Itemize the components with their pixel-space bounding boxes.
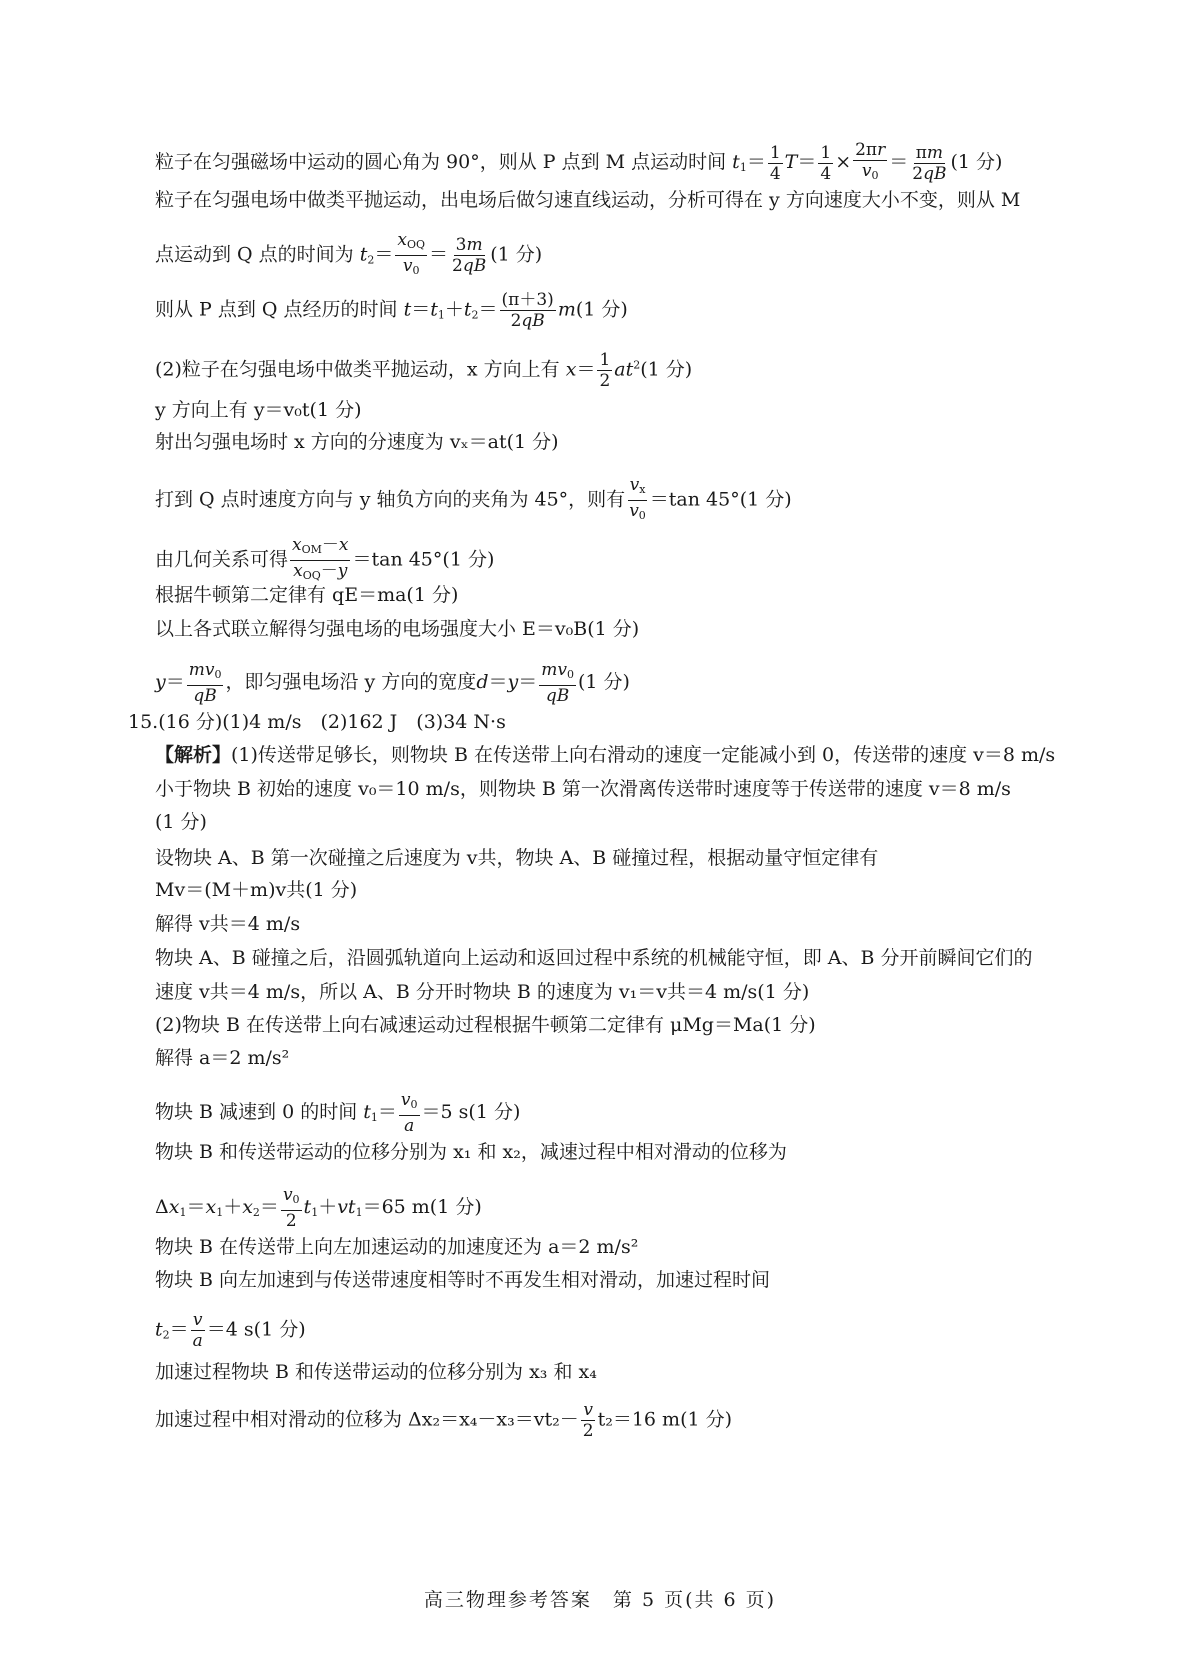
line-angle-45: 打到 Q 点时速度方向与 y 轴负方向的夹角为 45°，则有 $\frac{v_x}{v_0}$ ＝tan 45°(1 分) [155,475,792,522]
line-field-strength: 以上各式联立解得匀强电场的电场强度大小 E＝v₀B(1 分) [155,618,640,640]
line-newton: 根据牛顿第二定律有 qE＝ma(1 分) [155,584,459,606]
analysis-line-6: 解得 v共＝4 m/s [155,913,301,935]
analysis-line-2: 小于物块 B 初始的速度 v₀＝10 m/s，则物块 B 第一次滑离传送带时速度等于传送带的速度 v＝8 m/s [155,778,1011,800]
analysis-line-14: 物块 B 在传送带上向左加速运动的加速度还为 a＝2 m/s² [155,1236,639,1258]
line-geometry: 由几何关系可得 $\frac{x_{OM}-x}{x_{OQ}-y}$ ＝tan 45°(1 分) [155,535,495,582]
line-width-d: y＝ $\frac{mv_0}{qB}$ ，即匀强电场沿 y 方向的宽度d＝y＝ $\frac{mv_0}{qB}$ (1 分) [155,660,630,706]
analysis-line-15: 物块 B 向左加速到与传送带速度相等时不再发生相对滑动，加速过程时间 [155,1269,771,1291]
line-total-time: 则从 P 点到 Q 点经历的时间 $t=t_1+t_2=$ $\frac{(\pi+3)}{2qB}$ m(1 分) [155,290,628,331]
line-y-direction: y 方向上有 y＝v₀t(1 分) [155,399,362,421]
analysis-line-13: $\Delta x_1=x_1+x_2=$ $\frac{v_0}{2}$ $t_1+vt_1=65$ m(1 分) [155,1185,482,1231]
analysis-line-10: 解得 a＝2 m/s² [155,1047,290,1069]
line-x-direction: (2)粒子在匀强电场中做类平抛运动，x 方向上有 x＝ $\frac{1}{2}$ $at^2(1$ 分) [155,350,693,391]
question-15-answer: 15.(16 分)(1)4 m/s (2)162 J (3)34 N·s [128,711,506,733]
analysis-line-9: (2)物块 B 在传送带上向右减速运动过程根据牛顿第二定律有 μMg＝Ma(1 分) [155,1014,816,1036]
analysis-line-4: 设物块 A、B 第一次碰撞之后速度为 v共，物块 A、B 碰撞过程，根据动量守恒定律有 [155,847,879,869]
analysis-line-7: 物块 A、B 碰撞之后，沿圆弧轨道向上运动和返回过程中系统的机械能守恒，即 A、B 分开前瞬间它们的 [155,947,1033,969]
line-time-t2: 点运动到 Q 点的时间为 $t_2=$ $\frac{x_{OQ}}{v_0}$ ＝ $\frac{3m}{2qB}$ (1 分) [155,230,543,277]
line-vx: 射出匀强电场时 x 方向的分速度为 vₓ＝at(1 分) [155,431,559,453]
analysis-line-16: $t_2=$ $\frac{v}{a}$ ＝4 s(1 分) [155,1310,306,1351]
analysis-line-1: 【解析】(1)传送带足够长，则物块 B 在传送带上向右滑动的速度一定能减小到 0，传送带的速度 v＝8 m/s [155,744,1056,766]
line-circle-angle: 粒子在匀强磁场中运动的圆心角为 90°，则从 P 点到 M 点运动时间 $t_1=$ $\frac{1}{4}$ T＝ $\frac{1}{4}$ × $\frac{2\pi r}{v_0}$ ＝ $\frac{\pi m}{2qB}$ (1 分) [155,140,1003,184]
analysis-line-3: (1 分) [155,811,207,833]
analysis-tag: 【解析】 [155,744,232,766]
analysis-line-12: 物块 B 和传送带运动的位移分别为 x₁ 和 x₂，减速过程中相对滑动的位移为 [155,1141,787,1163]
analysis-line-11: 物块 B 减速到 0 的时间 $t_1=$ $\frac{v_0}{a}$ ＝5 s(1 分) [155,1090,521,1136]
analysis-line-5: Mv＝(M＋m)v共(1 分) [155,879,358,901]
page-footer: 高三物理参考答案 第 5 页(共 6 页) [423,1589,777,1611]
analysis-line-8: 速度 v共＝4 m/s，所以 A、B 分开时物块 B 的速度为 v₁＝v共＝4 m/s(1 分) [155,981,810,1003]
analysis-line-17: 加速过程物块 B 和传送带运动的位移分别为 x₃ 和 x₄ [155,1361,597,1383]
line-electric-field: 粒子在匀强电场中做类平抛运动，出电场后做匀速直线运动，分析可得在 y 方向速度大小不变，则从 M [155,189,1021,211]
analysis-line-18: 加速过程中相对滑动的位移为 Δx₂＝x₄－x₃＝vt₂－ $\frac{v}{2}$ t₂＝16 m(1 分) [155,1400,733,1441]
